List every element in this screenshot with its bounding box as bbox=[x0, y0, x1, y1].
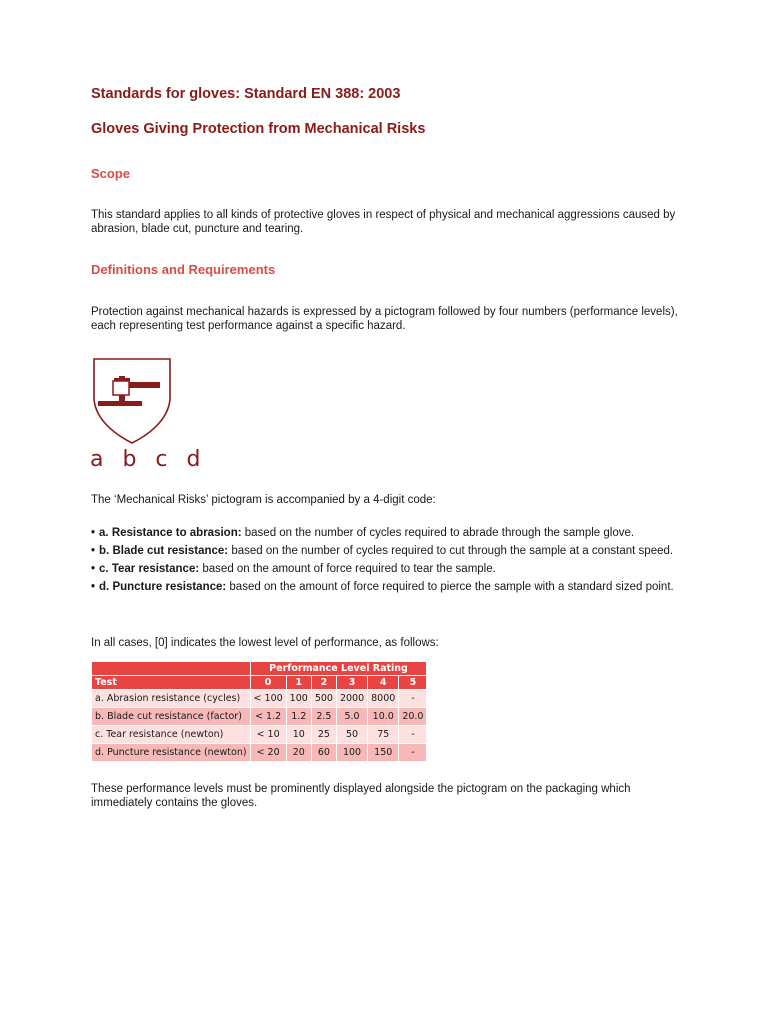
bullet-label: c. Tear resistance: bbox=[99, 563, 200, 575]
table-cell: - bbox=[399, 690, 427, 708]
table-row bbox=[92, 744, 427, 762]
table-level-header: 2 bbox=[311, 676, 336, 690]
closing-text: These performance levels must be prominently displayed alongside the pictogram on the packaging which immediately contains the gloves. bbox=[91, 783, 631, 809]
page-title: Standards for gloves: Standard EN 388: 2003 bbox=[91, 86, 401, 102]
table-level-header: 5 bbox=[399, 676, 427, 690]
page-subtitle: Gloves Giving Protection from Mechanical Risks bbox=[91, 121, 426, 137]
table-cell: 2000 bbox=[336, 690, 367, 708]
definitions-text: Protection against mechanical hazards is expressed by a pictogram followed by four numbers (performance levels), each representing test performance against a specific hazard. bbox=[91, 306, 678, 332]
table-cell: 150 bbox=[368, 744, 399, 762]
levels-intro: In all cases, [0] indicates the lowest level of performance, as follows: bbox=[91, 637, 439, 649]
table-header-spacer bbox=[92, 662, 251, 676]
bullet-label: a. Resistance to abrasion: bbox=[99, 527, 242, 539]
bullet-text: based on the amount of force required to pierce the sample with a standard sized point. bbox=[226, 581, 674, 593]
table-level-header: 4 bbox=[368, 676, 399, 690]
table-row bbox=[92, 708, 427, 726]
table-cell: 2.5 bbox=[311, 708, 336, 726]
table-cell: 25 bbox=[311, 726, 336, 744]
table-cell: < 20 bbox=[250, 744, 286, 762]
bullet-dot: • bbox=[91, 581, 96, 593]
table-level-header: 1 bbox=[286, 676, 311, 690]
bullet-text: based on the number of cycles required to abrade through the sample glove. bbox=[241, 527, 635, 539]
table-cell: 5.0 bbox=[336, 708, 367, 726]
list-item bbox=[91, 562, 681, 576]
table-cell: 500 bbox=[311, 690, 336, 708]
bullet-dot: • bbox=[91, 563, 96, 575]
scope-heading: Scope bbox=[91, 166, 131, 181]
table-row bbox=[92, 726, 427, 744]
bullet-dot: • bbox=[91, 527, 96, 539]
table-cell: 20.0 bbox=[399, 708, 427, 726]
list-item bbox=[91, 526, 681, 540]
table-cell: 50 bbox=[336, 726, 367, 744]
performance-table bbox=[91, 661, 427, 762]
scope-text: This standard applies to all kinds of protective gloves in respect of physical and mechanical aggressions caused by abrasion, blade cut, puncture and tearing. bbox=[91, 209, 676, 235]
table-cell: 20 bbox=[286, 744, 311, 762]
bullet-text: based on the number of cycles required to cut through the sample at a constant speed. bbox=[228, 545, 674, 557]
table-header-row bbox=[92, 676, 427, 690]
table-cell-test: a. Abrasion resistance (cycles) bbox=[92, 690, 251, 708]
requirements-list bbox=[91, 526, 681, 598]
table-group-header: Performance Level Rating bbox=[250, 662, 427, 676]
bullet-dot: • bbox=[91, 545, 96, 557]
table-test-header: Test bbox=[92, 676, 251, 690]
table-level-header: 3 bbox=[336, 676, 367, 690]
bullet-text: based on the amount of force required to tear the sample. bbox=[199, 563, 496, 575]
list-item bbox=[91, 544, 681, 558]
table-cell: 60 bbox=[311, 744, 336, 762]
table-cell-test: b. Blade cut resistance (factor) bbox=[92, 708, 251, 726]
table-cell: < 10 bbox=[250, 726, 286, 744]
table-cell: 10 bbox=[286, 726, 311, 744]
table-group-header-row bbox=[92, 662, 427, 676]
table-cell: < 1.2 bbox=[250, 708, 286, 726]
table-cell: 100 bbox=[286, 690, 311, 708]
table-cell: 75 bbox=[368, 726, 399, 744]
table-cell: 1.2 bbox=[286, 708, 311, 726]
table-cell: - bbox=[399, 744, 427, 762]
table-cell: < 100 bbox=[250, 690, 286, 708]
bullet-label: d. Puncture resistance: bbox=[99, 581, 227, 593]
list-item bbox=[91, 580, 681, 594]
pictogram-intro: The ‘Mechanical Risks’ pictogram is accompanied by a 4-digit code: bbox=[91, 494, 436, 506]
table-cell-test: d. Puncture resistance (newton) bbox=[92, 744, 251, 762]
pictogram-letters: a b c d bbox=[90, 447, 207, 472]
table-cell: 100 bbox=[336, 744, 367, 762]
table-cell: - bbox=[399, 726, 427, 744]
table-cell-test: c. Tear resistance (newton) bbox=[92, 726, 251, 744]
definitions-heading: Definitions and Requirements bbox=[91, 262, 276, 277]
table-cell: 8000 bbox=[368, 690, 399, 708]
bullet-label: b. Blade cut resistance: bbox=[99, 545, 229, 557]
table-cell: 10.0 bbox=[368, 708, 399, 726]
table-level-header: 0 bbox=[250, 676, 286, 690]
table-row bbox=[92, 690, 427, 708]
